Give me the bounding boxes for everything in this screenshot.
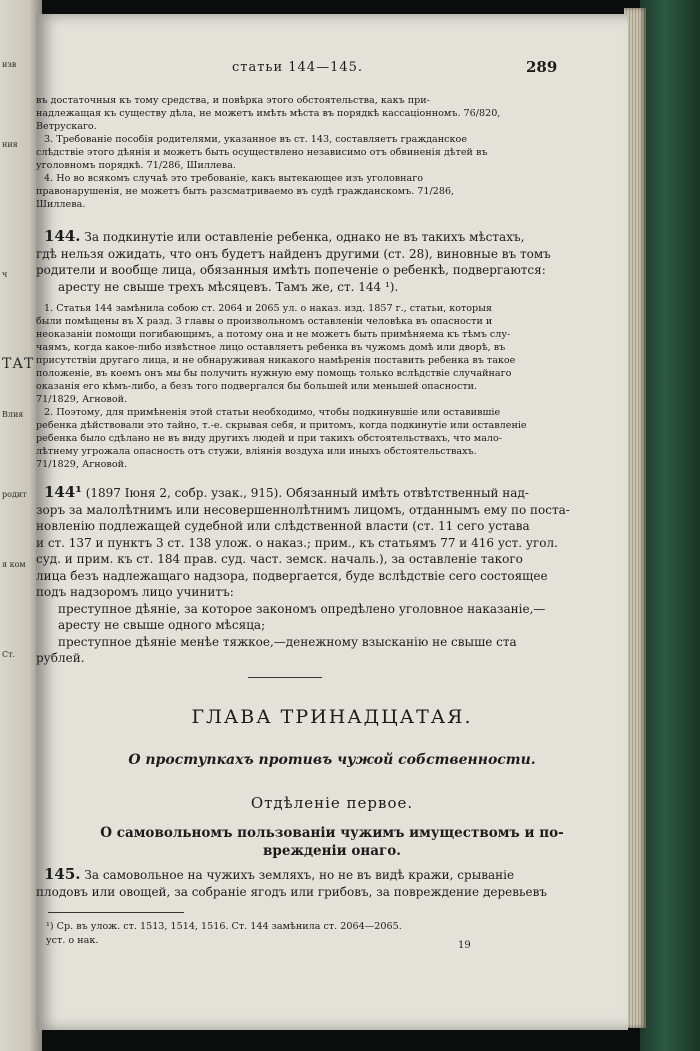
article-line: зоръ за малолѣтнимъ или несовершеннолѣтнимъ лицомъ, отданнымъ ему по поста-: [36, 502, 570, 517]
article-line: аресту не свыше одного мѣсяца;: [58, 618, 266, 632]
article-line: лица безъ надлежащаго надзора, подвергается, буде вслѣдствіе сего состоящее: [36, 568, 548, 583]
note-line: неоказаніи помощи погибающимъ, а потому она и не можетъ быть примѣняема къ тѣмъ слу-: [36, 329, 511, 340]
note-line: присутствіи другаго лица, и не обнаруживая никакого намѣренія поставить ребенка въ такое: [36, 355, 516, 366]
note-line: Шиллева.: [36, 199, 86, 210]
article-line: преступное дѣяніе, за которое закономъ опредѣлено уголовное наказаніе,—: [58, 601, 546, 616]
chapter-title: ГЛАВА ТРИНАДЦАТАЯ.: [191, 706, 473, 728]
signature-mark: 19: [458, 940, 471, 951]
article-line: За самовольное на чужихъ земляхъ, но не въ видѣ кражи, срываніе: [84, 868, 515, 882]
article-144-1: [36, 484, 596, 667]
article-145: [36, 866, 596, 900]
article-line: аресту не свыше трехъ мѣсяцевъ. Тамъ же, ст. 144 ¹).: [58, 279, 399, 294]
article-line: гдѣ нельзя ожидать, что онъ будетъ найденъ другими (ст. 28), виновные въ томъ: [36, 246, 551, 261]
note-line: ребенка было сдѣлано не въ виду другихъ людей и при такихъ обстоятельствахъ, что мало-: [36, 433, 503, 444]
notes-continued: [36, 94, 596, 211]
article-line: новленію подлежащей судебной или слѣдственной власти (ст. 11 сего устава: [36, 519, 530, 533]
footnote-line: уст. о нак.: [46, 935, 99, 946]
book-cover-edge: [640, 0, 700, 1051]
article-line: плодовъ или овощей, за собраніе ягодъ или грибовъ, за повреждение деревьевъ: [36, 884, 548, 899]
article-line: преступное дѣяніе менѣе тяжкое,—денежному взысканію не свыше ста: [58, 634, 517, 649]
note-line: лѣтнему угрожала опасность отъ стужи, вліянія воздуха или иныхъ обстоятельствахъ.: [36, 446, 477, 457]
note-line: оказанія его кѣмъ-либо, а безъ того подвергался бы большей или меньшей опасности.: [36, 381, 478, 392]
note-line: 71/1829, Агновой.: [36, 459, 128, 470]
article-number: 145.: [44, 866, 81, 883]
running-title: статьи 144—145.: [232, 60, 364, 75]
section-title: Отдѣленіе первое.: [250, 794, 414, 812]
note-line: 1. Статья 144 замѣнила собою ст. 2064 и 2065 ул. о наказ. изд. 1857 г., статьи, которыя: [44, 303, 492, 314]
notes-144: [36, 302, 596, 471]
left-page-fragment: ния: [2, 140, 18, 149]
note-line: слѣдствіе этого дѣянія и можетъ быть осуществлено независимо отъ обвиненія дѣтей въ: [36, 147, 488, 158]
note-line: ребенка дѣйствовали это тайно, т.-е. скрывая себя, и притомъ, когда подкинутіе или оставленіе: [36, 420, 527, 431]
article-number: 144.: [44, 228, 81, 245]
note-line: уголовномъ порядкѣ. 71/286, Шиллева.: [36, 160, 236, 171]
article-line: подъ надзоромъ лицо учинитъ:: [36, 585, 234, 599]
note-line: 2. Поэтому, для примѣненія этой статьи необходимо, чтобы подкинувшіе или оставившіе: [44, 407, 501, 418]
article-line: и ст. 137 и пунктъ 3 ст. 138 улож. о наказ.; прим., къ статьямъ 77 и 416 уст. угол.: [36, 535, 558, 550]
left-page-fragment: Влия: [2, 410, 24, 419]
running-head: [36, 60, 628, 80]
note-line: Ветрускаго.: [36, 121, 97, 132]
book-page: [36, 14, 628, 1030]
left-page-fragment: изв: [2, 60, 17, 69]
page-number: 289: [526, 58, 558, 76]
section-subtitle-line: врежденіи онаго.: [263, 843, 401, 859]
note-line: правонарушенія, не можетъ быть разсматриваемо въ судѣ гражданскомъ. 71/286,: [36, 186, 455, 197]
article-line: суд. и прим. къ ст. 184 прав. суд. част. земск. началь.), за оставленіе такого: [36, 552, 523, 566]
note-line: положеніе, въ коемъ онъ мы бы получить нужную ему помощь только вслѣдствіе случайнаго: [36, 368, 512, 379]
section-rule: [248, 677, 322, 678]
footnote-line: ¹) Ср. въ улож. ст. 1513, 1514, 1516. Ст. 144 замѣнила ст. 2064—2065.: [46, 921, 402, 932]
note-line: въ достаточныя къ тому средства, и повѣрка этого обстоятельства, какъ при-: [36, 95, 430, 106]
section-subtitle-line: О самовольномъ пользованіи чужимъ имуществомъ и по-: [100, 825, 564, 841]
left-page-fragment: Ст.: [2, 650, 16, 659]
article-line: родители и вообще лица, обязанныя имѣть попеченіе о ребенкѣ, подвергаются:: [36, 263, 546, 277]
article-144: [36, 228, 596, 295]
article-number: 144¹: [44, 484, 82, 501]
note-line: были помѣщены въ X разд. 3 главы о произвольномъ оставленіи человѣка въ опасности и: [36, 316, 493, 327]
left-page-fragment: ч: [2, 270, 8, 279]
note-line: чаямъ, когда какое-либо извѣстное лицо оставляетъ ребенка въ чужомъ домѣ или дворѣ, въ: [36, 342, 506, 353]
left-page-fragment: я ком: [2, 560, 26, 569]
left-page-fragment: родит: [2, 490, 27, 499]
note-line: 3. Требованіе пособія родителями, указанное въ ст. 143, составляетъ гражданское: [44, 134, 467, 145]
section-subtitle: [36, 824, 628, 860]
note-line: надлежащая къ существу дѣла, не можетъ имѣть мѣста въ порядкѣ кассаціонномъ. 76/820,: [36, 108, 501, 119]
left-page-fragment: ТАТ: [2, 356, 35, 372]
note-line: 71/1829, Агновой.: [36, 394, 128, 405]
footnote-rule: [48, 912, 184, 913]
note-line: 4. Но во всякомъ случаѣ это требованіе, какъ вытекающее изъ уголовнаго: [44, 173, 424, 184]
article-line: рублей.: [36, 651, 85, 665]
article-line: За подкинутіе или оставленіе ребенка, однако не въ такихъ мѣстахъ,: [84, 230, 525, 244]
footnote: [46, 920, 606, 948]
chapter-subtitle: О проступкахъ противъ чужой собственности.: [128, 752, 536, 768]
article-line: (1897 Іюня 2, собр. узак., 915). Обязанный имѣть отвѣтственный над-: [85, 486, 529, 500]
